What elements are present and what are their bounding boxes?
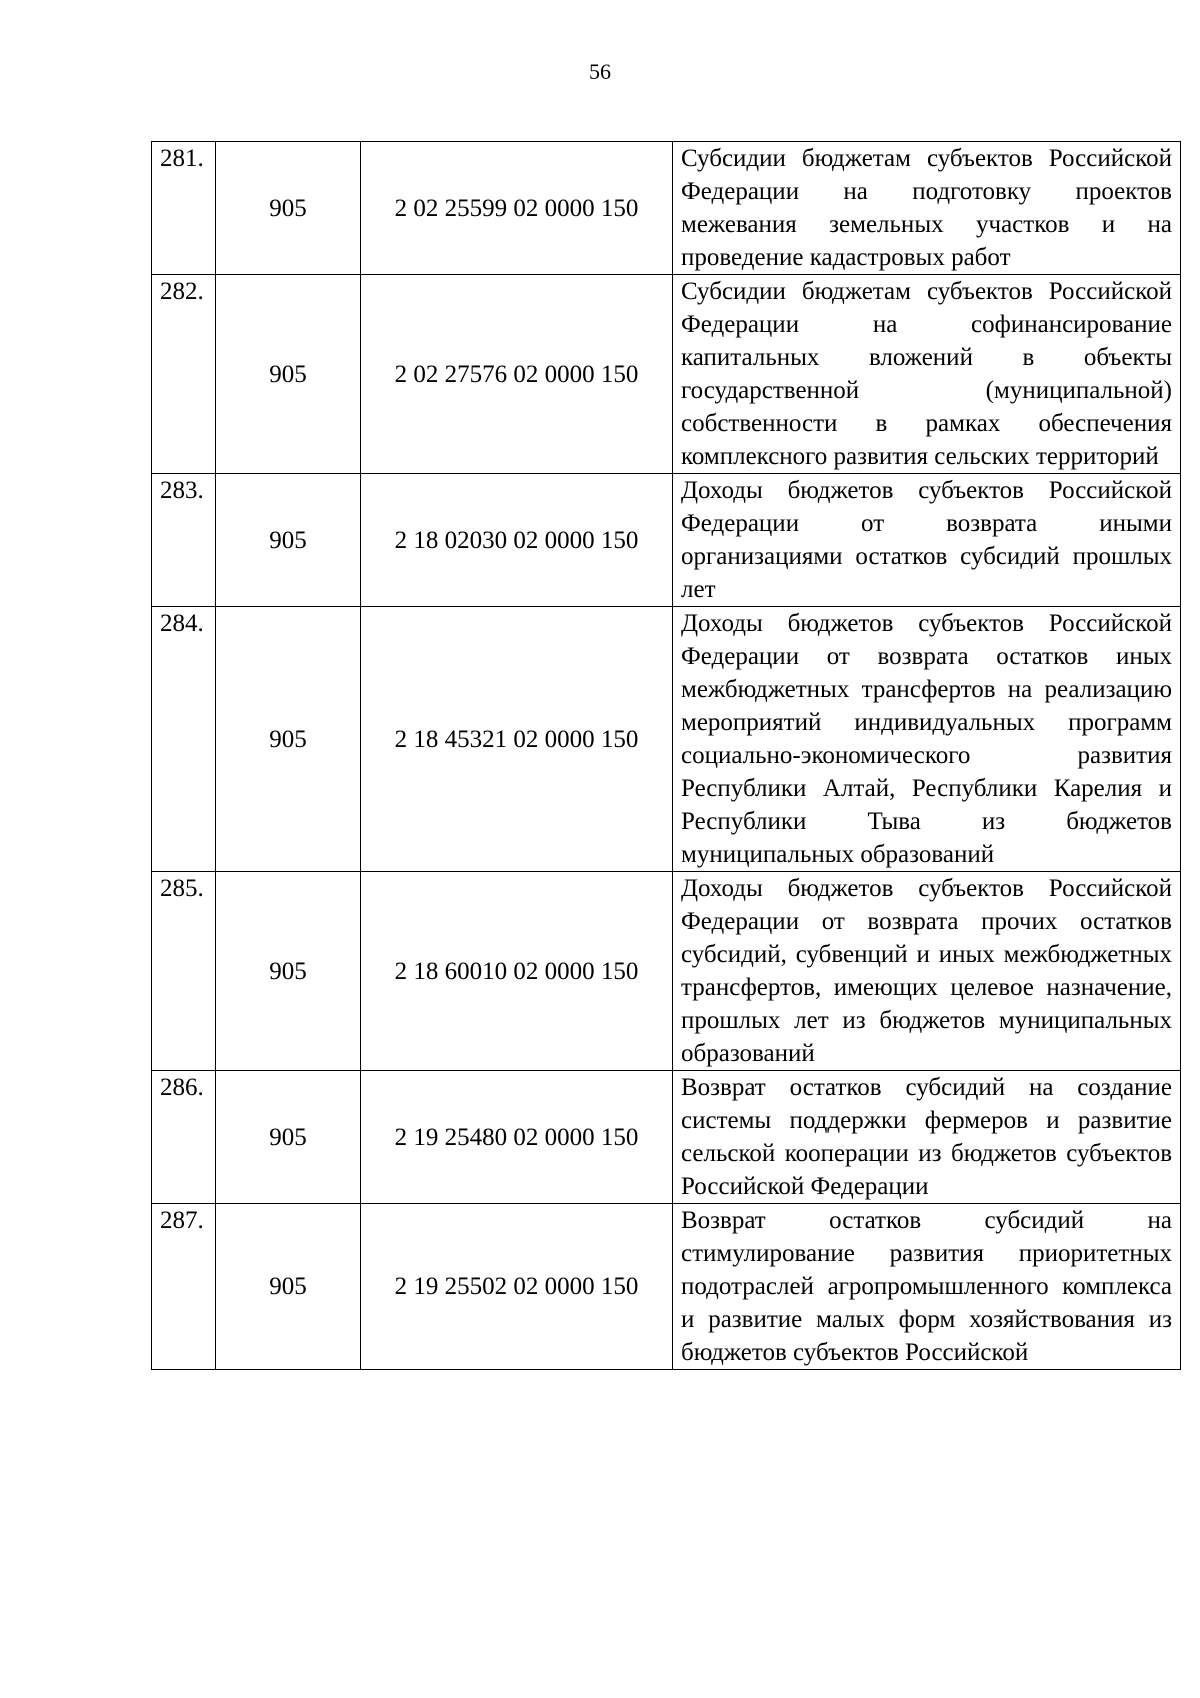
table-row bbox=[152, 1204, 1181, 1370]
budget-classification-code: 2 18 60010 02 0000 150 bbox=[361, 872, 673, 1071]
administrator-code: 905 bbox=[216, 872, 361, 1071]
administrator-code: 905 bbox=[216, 1071, 361, 1204]
table-row bbox=[152, 275, 1181, 474]
table-row bbox=[152, 474, 1181, 607]
row-number: 284. bbox=[152, 607, 216, 872]
budget-classification-code: 2 19 25480 02 0000 150 bbox=[361, 1071, 673, 1204]
administrator-code: 905 bbox=[216, 1204, 361, 1370]
budget-classification-code: 2 18 02030 02 0000 150 bbox=[361, 474, 673, 607]
budget-classification-table bbox=[151, 141, 1181, 1370]
budget-classification-code: 2 18 45321 02 0000 150 bbox=[361, 607, 673, 872]
row-number: 282. bbox=[152, 275, 216, 474]
table-row bbox=[152, 872, 1181, 1071]
revenue-description: Возврат остатков субсидий на стимулирование развития приоритетных подотраслей агропромышленного комплекса и развитие малых форм хозяйствования из бюджетов субъектов Российской bbox=[673, 1204, 1181, 1370]
administrator-code: 905 bbox=[216, 607, 361, 872]
table-row bbox=[152, 1071, 1181, 1204]
revenue-description: Субсидии бюджетам субъектов Российской Федерации на софинансирование капитальных вложений в объекты государственной (муниципальной) собственности в рамках обеспечения комплексного развития сельских территорий bbox=[673, 275, 1181, 474]
revenue-description: Доходы бюджетов субъектов Российской Федерации от возврата прочих остатков субсидий, субвенций и иных межбюджетных трансфертов, имеющих целевое назначение, прошлых лет из бюджетов муниципальных образований bbox=[673, 872, 1181, 1071]
row-number: 286. bbox=[152, 1071, 216, 1204]
row-number: 285. bbox=[152, 872, 216, 1071]
row-number: 283. bbox=[152, 474, 216, 607]
revenue-description: Доходы бюджетов субъектов Российской Федерации от возврата остатков иных межбюджетных трансфертов на реализацию мероприятий индивидуальных программ социально-экономического развития Республики Алтай, Республики Карелия и Республики Тыва из бюджетов муниципальных образований bbox=[673, 607, 1181, 872]
budget-classification-code: 2 02 27576 02 0000 150 bbox=[361, 275, 673, 474]
budget-classification-code: 2 02 25599 02 0000 150 bbox=[361, 142, 673, 275]
table-row bbox=[152, 607, 1181, 872]
administrator-code: 905 bbox=[216, 474, 361, 607]
administrator-code: 905 bbox=[216, 142, 361, 275]
revenue-description: Субсидии бюджетам субъектов Российской Федерации на подготовку проектов межевания земельных участков и на проведение кадастровых работ bbox=[673, 142, 1181, 275]
row-number: 287. bbox=[152, 1204, 216, 1370]
budget-classification-code: 2 19 25502 02 0000 150 bbox=[361, 1204, 673, 1370]
page-number: 56 bbox=[589, 59, 611, 84]
table-row bbox=[152, 142, 1181, 275]
row-number: 281. bbox=[152, 142, 216, 275]
administrator-code: 905 bbox=[216, 275, 361, 474]
revenue-description: Возврат остатков субсидий на создание системы поддержки фермеров и развитие сельской кооперации из бюджетов субъектов Российской Федерации bbox=[673, 1071, 1181, 1204]
revenue-description: Доходы бюджетов субъектов Российской Федерации от возврата иными организациями остатков субсидий прошлых лет bbox=[673, 474, 1181, 607]
